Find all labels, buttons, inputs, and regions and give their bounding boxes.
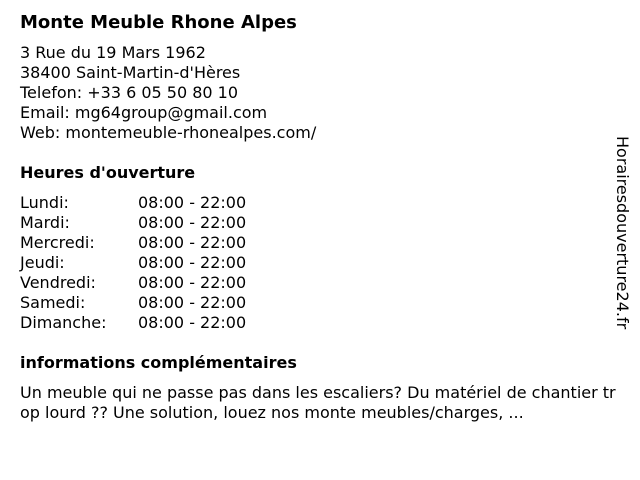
time-range: 08:00 - 22:00 [138,213,247,232]
additional-info-heading: informations complémentaires [20,353,297,372]
day-label: Mercredi: [20,233,95,252]
hours-row-thursday [20,253,280,273]
contact-block [20,43,316,143]
time-range: 08:00 - 22:00 [138,293,247,312]
hours-row-saturday [20,293,280,313]
day-label: Dimanche: [20,313,107,332]
phone-number[interactable]: Telefon: +33 6 05 50 80 10 [20,83,239,102]
website-link[interactable]: Web: montemeuble-rhonealpes.com/ [20,123,317,142]
day-label: Vendredi: [20,273,96,292]
time-range: 08:00 - 22:00 [138,233,247,252]
time-range: 08:00 - 22:00 [138,273,247,292]
day-label: Samedi: [20,293,86,312]
time-range: 08:00 - 22:00 [138,313,247,332]
hours-row-sunday [20,313,280,333]
additional-info-text: Un meuble qui ne passe pas dans les escaliers? Du matériel de chantier trop lourd ?? Une solution, louez nos monte meubles/charges, ... [20,383,616,422]
opening-hours-heading: Heures d'ouverture [20,163,196,182]
business-name: Monte Meuble Rhone Alpes [20,12,297,33]
address-city: 38400 Saint-Martin-d'Hères [20,63,241,82]
hours-row-friday [20,273,280,293]
email-address[interactable]: Email: mg64group@gmail.com [20,103,268,122]
site-watermark[interactable]: Horairesdouverture24.fr [613,136,632,330]
hours-row-monday [20,193,280,213]
day-label: Lundi: [20,193,69,212]
day-label: Jeudi: [20,253,65,272]
hours-row-wednesday [20,233,280,253]
address-street: 3 Rue du 19 Mars 1962 [20,43,206,62]
hours-row-tuesday [20,213,280,233]
time-range: 08:00 - 22:00 [138,193,247,212]
day-label: Mardi: [20,213,70,232]
time-range: 08:00 - 22:00 [138,253,247,272]
opening-hours-table [20,193,280,333]
